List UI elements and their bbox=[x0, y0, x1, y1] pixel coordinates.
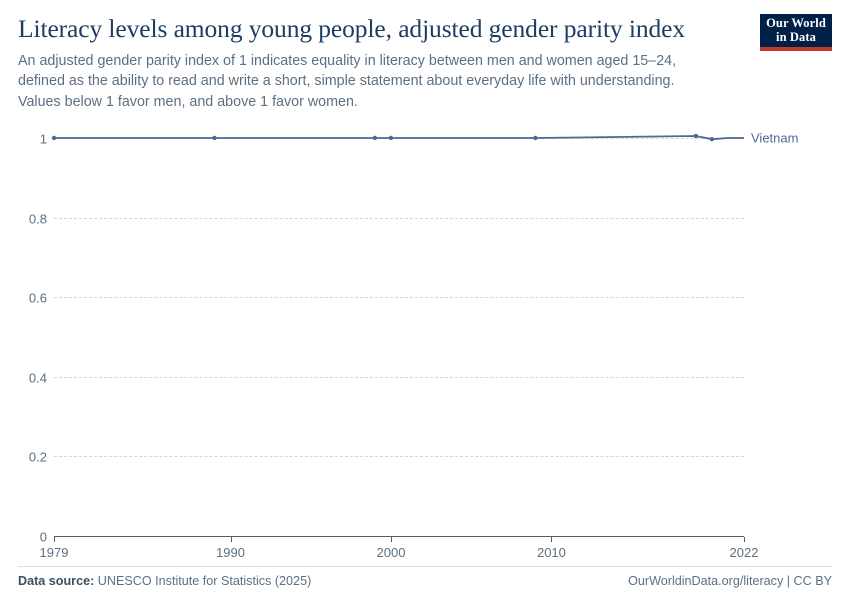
x-axis-tick-mark bbox=[231, 537, 232, 542]
chart-footer bbox=[18, 566, 832, 588]
chart-header bbox=[18, 14, 832, 112]
x-axis-tick-mark bbox=[54, 537, 55, 542]
chart-area bbox=[18, 126, 832, 571]
series-data-point[interactable] bbox=[52, 136, 56, 140]
x-axis-tick-label: 1990 bbox=[216, 544, 245, 560]
logo-line-2: in Data bbox=[776, 29, 816, 44]
axis-line-zero bbox=[39, 529, 744, 545]
series-data-point[interactable] bbox=[694, 134, 698, 138]
series-data-point[interactable] bbox=[533, 136, 537, 140]
x-axis-tick-mark bbox=[551, 537, 552, 542]
series-layer bbox=[54, 138, 744, 536]
series-label-vietnam[interactable]: Vietnam bbox=[751, 130, 799, 146]
x-axis-tick-label: 2022 bbox=[729, 544, 759, 560]
series-data-point[interactable] bbox=[373, 136, 377, 140]
y-axis-tick-label: 0.8 bbox=[28, 211, 47, 227]
our-world-in-data-logo[interactable] bbox=[760, 14, 832, 51]
page-title: Literacy levels among young people, adjusted gender parity index bbox=[18, 14, 686, 43]
y-axis-tick-label: 0.2 bbox=[28, 449, 47, 465]
x-axis-tick-label: 2000 bbox=[376, 544, 406, 560]
y-axis-tick-label: 1 bbox=[39, 131, 47, 147]
data-source-label: Data source: bbox=[18, 574, 95, 588]
y-axis-tick-label: 0.4 bbox=[28, 370, 47, 386]
series-data-point[interactable] bbox=[710, 137, 714, 141]
chart-credit-text: OurWorldinData.org/literacy | CC BY bbox=[628, 574, 832, 588]
x-axis-tick-label: 1979 bbox=[39, 544, 69, 560]
series-data-point[interactable] bbox=[212, 136, 216, 140]
data-source-value: UNESCO Institute for Statistics (2025) bbox=[97, 574, 312, 588]
x-axis-tick-mark bbox=[744, 537, 745, 542]
data-source bbox=[18, 574, 311, 588]
chart-subtitle: An adjusted gender parity index of 1 indicates equality in literacy between men and women aged 15–24, defined as the ability to read and write a short, simple statement about everyday life with understanding. Values below 1 favor men, and above 1 favor women. bbox=[18, 53, 677, 110]
logo-line-1: Our World bbox=[766, 16, 826, 30]
x-axis-tick-mark bbox=[391, 537, 392, 542]
chart-credit[interactable] bbox=[628, 574, 832, 588]
plot-region[interactable] bbox=[28, 130, 799, 560]
y-axis-tick-label: 0 bbox=[39, 529, 47, 545]
series-line[interactable] bbox=[54, 136, 744, 139]
y-axis-tick-label: 0.6 bbox=[28, 290, 47, 306]
series-data-point[interactable] bbox=[389, 136, 393, 140]
x-axis-tick-label: 2010 bbox=[536, 544, 566, 560]
